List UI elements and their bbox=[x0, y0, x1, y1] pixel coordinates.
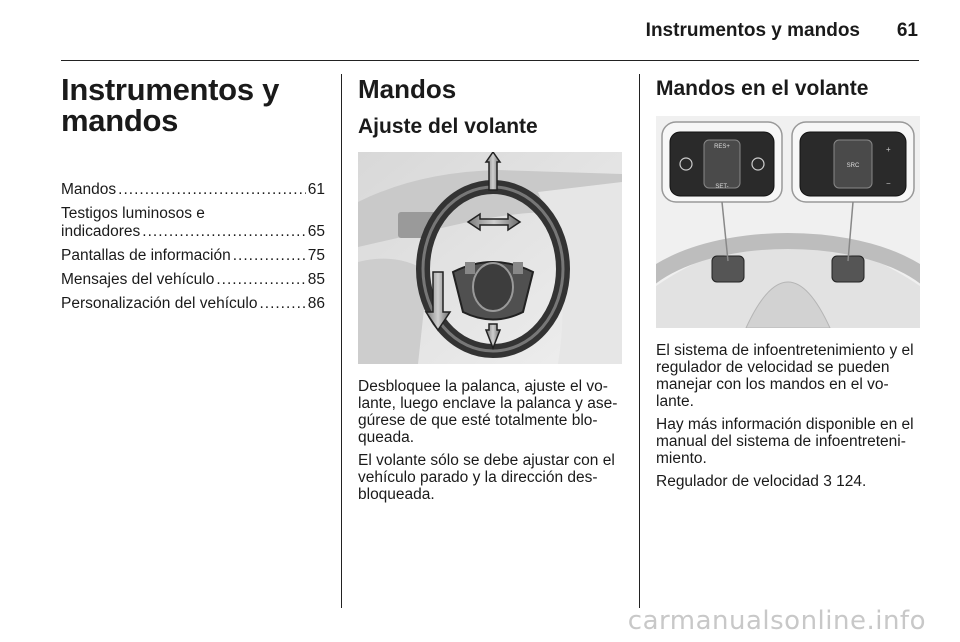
steering-wheel-controls-icon bbox=[656, 116, 920, 328]
toc-leader-dots bbox=[216, 271, 305, 289]
steering-wheel-adjustment-icon bbox=[358, 152, 622, 364]
toc-label-line1: Testigos luminosos e bbox=[61, 205, 205, 222]
reference-text: Regulador de velocidad bbox=[656, 473, 819, 490]
chapter-title: Instrumentos y mandos bbox=[61, 72, 280, 138]
paragraph: Hay más información disponible en el manual del sistema de infoentreteni-miento. bbox=[656, 416, 914, 467]
cross-reference[interactable] bbox=[656, 473, 922, 490]
toc-leader-dots bbox=[233, 247, 306, 265]
column-divider-2 bbox=[639, 74, 640, 608]
reference-page[interactable]: 124. bbox=[836, 473, 867, 490]
toc-page: 75 bbox=[307, 247, 325, 264]
toc-item-mensajes[interactable] bbox=[61, 271, 325, 289]
toc-page: 85 bbox=[307, 271, 325, 288]
svg-text:SRC: SRC bbox=[846, 163, 860, 169]
toc-page: 86 bbox=[307, 295, 325, 312]
toc-item-mandos[interactable] bbox=[61, 181, 325, 199]
toc-page: 65 bbox=[307, 223, 325, 240]
header-title: Instrumentos y mandos bbox=[645, 20, 860, 41]
steering-wheel-controls-figure bbox=[656, 116, 920, 328]
toc-leader-dots bbox=[259, 295, 305, 313]
header-rule bbox=[61, 60, 919, 61]
paragraph: El volante sólo se debe ajustar con el vehículo parado y la dirección des-bloqueada. bbox=[358, 452, 615, 503]
reference-arrow-icon: 3 bbox=[823, 473, 832, 490]
toc-item-pantallas[interactable] bbox=[61, 247, 325, 265]
subsection-title: Ajuste del volante bbox=[358, 115, 538, 138]
subsection-title: Mandos en el volante bbox=[656, 77, 869, 100]
column-contents bbox=[61, 74, 325, 319]
column-mandos bbox=[358, 74, 622, 509]
toc-item-personalizacion[interactable] bbox=[61, 295, 325, 313]
paragraph: Desbloquee la palanca, ajuste el vo-lante, luego enclave la palanca y ase-gúrese de que esté totalmente blo-queada. bbox=[358, 378, 618, 446]
section-title: Mandos bbox=[358, 74, 457, 104]
svg-text:SET-: SET- bbox=[715, 184, 729, 190]
column-mandos-volante bbox=[656, 74, 922, 496]
column-divider-1 bbox=[341, 74, 342, 608]
toc-label: Personalización del vehículo bbox=[61, 295, 258, 312]
svg-text:+: + bbox=[886, 145, 891, 154]
toc-label: indicadores bbox=[61, 223, 141, 240]
steering-wheel-adjustment-figure bbox=[358, 152, 622, 364]
paragraph: El sistema de infoentretenimiento y el regulador de velocidad se pueden manejar con los mandos en el vo-lante. bbox=[656, 342, 914, 410]
table-of-contents bbox=[61, 181, 325, 313]
toc-leader-dots bbox=[118, 181, 306, 199]
toc-leader-dots bbox=[142, 223, 305, 241]
page-number: 61 bbox=[896, 20, 918, 41]
svg-text:−: − bbox=[886, 179, 891, 188]
toc-page: 61 bbox=[307, 181, 325, 198]
toc-label: Pantallas de información bbox=[61, 247, 231, 264]
toc-item-testigos[interactable] bbox=[61, 205, 325, 241]
svg-text:RES+: RES+ bbox=[714, 144, 730, 150]
toc-label: Mandos bbox=[61, 181, 117, 198]
watermark: carmanualsonline.info bbox=[627, 606, 926, 636]
toc-label: Mensajes del vehículo bbox=[61, 271, 215, 288]
